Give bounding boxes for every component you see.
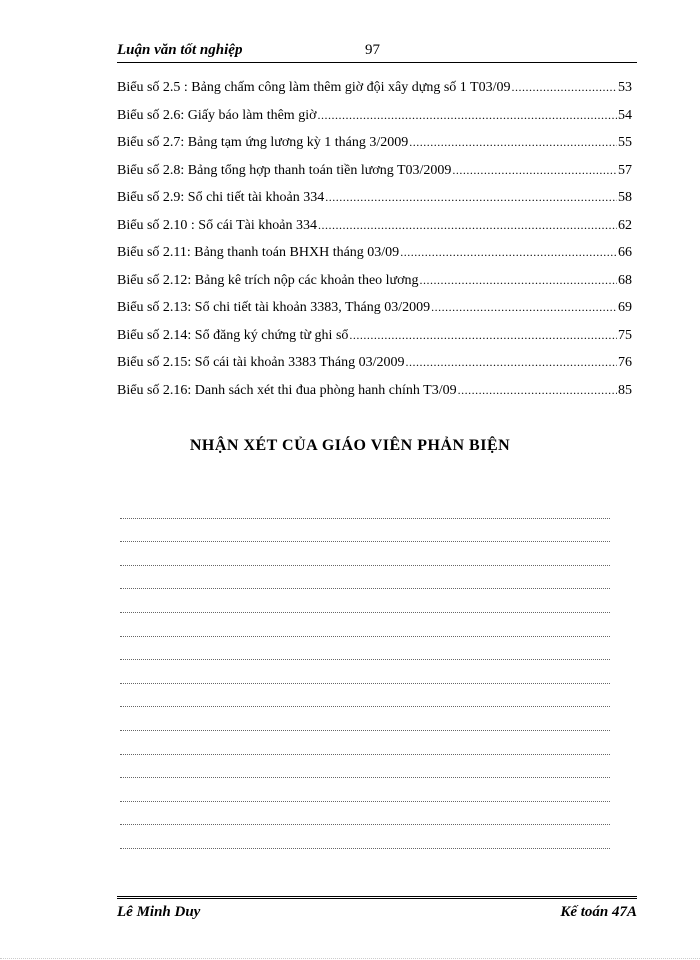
comment-line [120,519,610,543]
comment-line [120,731,610,755]
toc-item [117,163,632,191]
toc-item-label: Biểu số 2.12: Bảng kê trích nộp các khoản theo lương [117,272,419,288]
toc-item-label: Biểu số 2.11: Bảng thanh toán BHXH tháng 03/09 [117,245,400,260]
toc-item-label: Biểu số 2.5 : Bảng chấm công làm thêm giờ đội xây dựng số 1 T03/09 [117,80,511,95]
reviewer-comment-area [120,495,610,849]
toc-leader-dots [431,300,617,315]
toc-item [117,273,632,301]
toc-leader-dots [318,108,618,123]
toc-leader-dots [400,245,617,260]
toc-item [117,190,632,218]
comment-line [120,825,610,849]
toc-item-page: 68 [618,272,632,288]
table-of-contents [117,80,632,410]
toc-item-page: 75 [618,327,632,343]
toc-leader-dots [452,163,617,178]
comment-line [120,778,610,802]
toc-item-page: 62 [618,217,632,233]
document-title: Luận văn tốt nghiệp [117,42,243,58]
page-footer [117,896,637,925]
toc-item-label: Biểu số 2.6: Giấy báo làm thêm giờ [117,107,317,123]
toc-item-page: 85 [618,382,632,398]
toc-leader-dots [349,328,617,343]
toc-leader-dots [420,273,617,288]
toc-leader-dots [458,383,617,398]
comment-line [120,802,610,826]
toc-leader-dots [406,355,618,370]
toc-leader-dots [409,135,617,150]
comment-line [120,755,610,779]
toc-item [117,355,632,383]
comment-line [120,613,610,637]
toc-item-label: Biểu số 2.7: Bảng tạm ứng lương kỳ 1 tháng 3/2009 [117,135,409,150]
toc-item [117,300,632,328]
toc-item-page: 53 [618,80,632,95]
toc-item-label: Biểu số 2.15: Sổ cái tài khoản 3383 Tháng 03/2009 [117,355,405,370]
toc-item-label: Biểu số 2.13: Sổ chi tiết tài khoản 3383, Tháng 03/2009 [117,300,431,315]
toc-item-page: 54 [618,107,632,123]
toc-item-label: Biểu số 2.9: Sổ chi tiết tài khoản 334 [117,190,325,205]
comment-line [120,495,610,519]
toc-leader-dots [325,190,617,205]
toc-item-page: 55 [618,135,632,150]
comment-line [120,542,610,566]
toc-item-page: 66 [618,245,632,260]
page-header [117,40,637,63]
toc-item-label: Biểu số 2.10 : Sổ cái Tài khoản 334 [117,217,317,233]
toc-item [117,135,632,163]
page-number: 97 [365,42,380,58]
toc-item-page: 57 [618,162,632,178]
toc-item [117,218,632,246]
toc-item [117,383,632,411]
comment-line [120,637,610,661]
comment-line [120,589,610,613]
toc-item-page: 69 [618,300,632,315]
toc-item-label: Biểu số 2.8: Bảng tổng hợp thanh toán tiền lương T03/2009 [117,162,452,178]
toc-item [117,80,632,108]
author-name: Lê Minh Duy [117,904,201,920]
comment-line [120,707,610,731]
comment-line [120,566,610,590]
toc-item-label: Biểu số 2.14: Sổ đăng ký chứng từ ghi sổ [117,327,349,343]
section-heading: NHẬN XÉT CỦA GIÁO VIÊN PHẢN BIỆN [189,437,511,454]
toc-item [117,245,632,273]
toc-item [117,328,632,356]
comment-line [120,660,610,684]
class-name: Kế toán 47A [560,904,637,920]
toc-item-page: 76 [618,355,632,370]
comment-line [120,684,610,708]
page-bottom-edge [0,958,700,959]
toc-item [117,108,632,136]
toc-item-page: 58 [618,190,632,205]
toc-item-label: Biểu số 2.16: Danh sách xét thi đua phòng hanh chính T3/09 [117,382,457,398]
toc-leader-dots [318,218,617,233]
toc-leader-dots [511,80,617,95]
